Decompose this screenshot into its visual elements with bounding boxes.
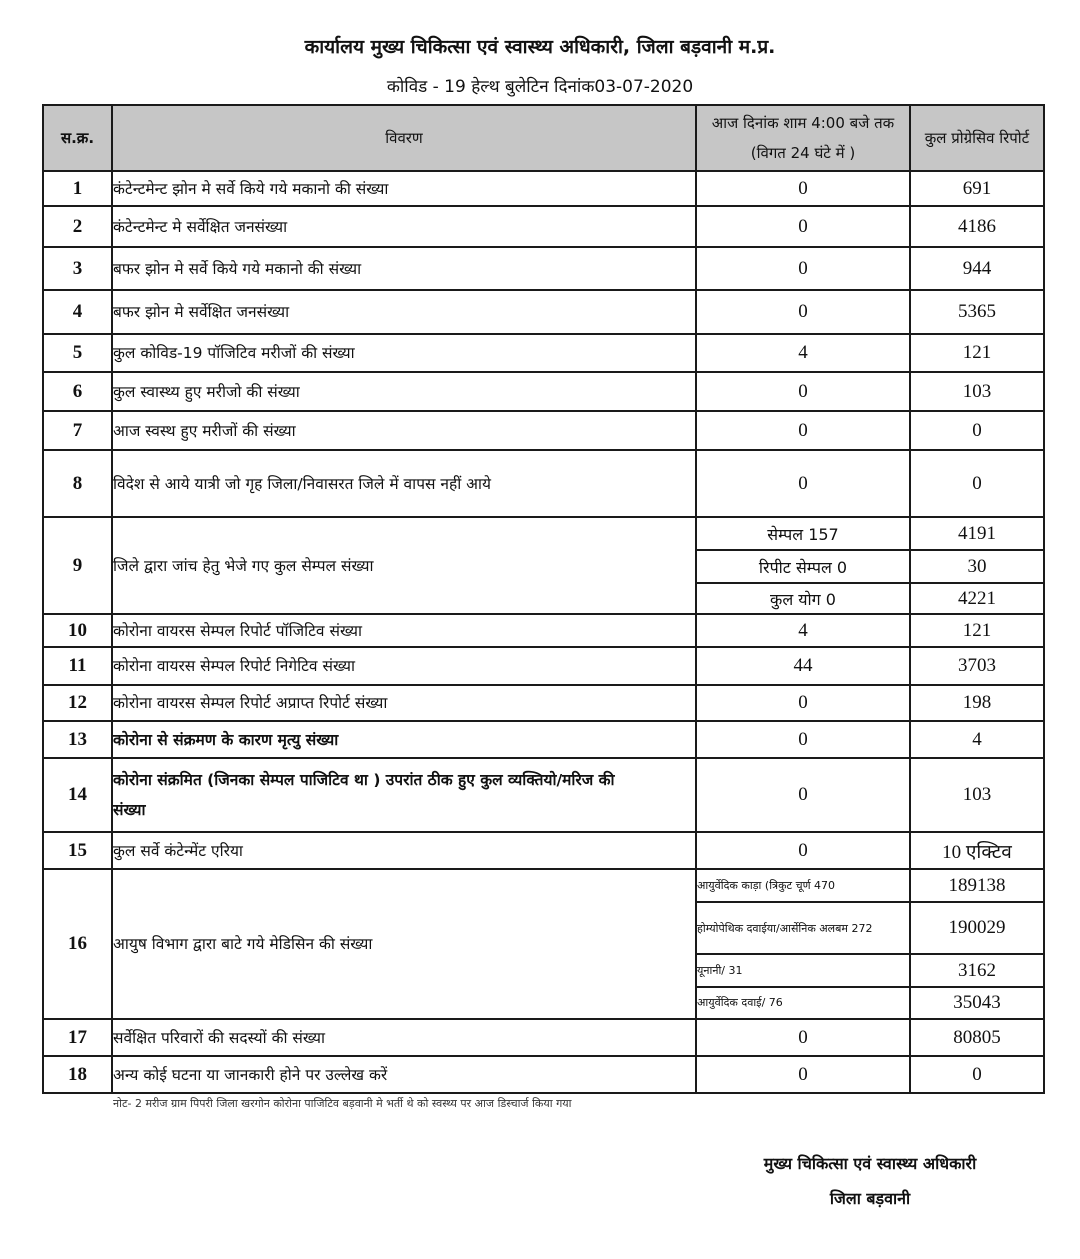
office-title: कार्यालय मुख्य चिकित्सा एवं स्वास्थ्य अधिकारी, जिला बड़वानी म.प्र. — [304, 36, 776, 58]
row-progressive-value: 944 — [910, 247, 1044, 290]
row-today-value: 0 — [696, 1056, 910, 1093]
table-row — [43, 869, 1044, 902]
row-description: जिले द्वारा जांच हेतु भेजे गए कुल सेम्पल संख्या — [112, 517, 696, 614]
sub-row-medicine-label: आयुर्वेदिक दवाई/ 76 — [696, 987, 910, 1019]
row-progressive-value: 5365 — [910, 290, 1044, 334]
row-sno: 15 — [43, 832, 112, 869]
row-today-value: 0 — [696, 685, 910, 721]
row-sno: 18 — [43, 1056, 112, 1093]
row-today-value: 0 — [696, 758, 910, 832]
row-description: बफर झोन मे सर्वे किये गये मकानो की संख्या — [112, 247, 696, 290]
row-description: कंटेन्टमेन्ट झोन मे सर्वे किये गये मकानो की संख्या — [112, 171, 696, 206]
table-row — [43, 290, 1044, 334]
row-description: कोरोना संक्रमित (जिनका सेम्पल पाजिटिव था ) उपरांत ठीक हुए कुल व्यक्तियो/मरिज की संख्या — [112, 758, 696, 832]
table-row — [43, 832, 1044, 869]
column-header-description: विवरण — [112, 105, 696, 171]
row-today-value: 0 — [696, 411, 910, 450]
row-progressive-value: 3703 — [910, 647, 1044, 685]
row-description: कोरोना से संक्रमण के कारण मृत्यु संख्या — [112, 721, 696, 758]
row-progressive-value: 0 — [910, 1056, 1044, 1093]
row-today-value: 0 — [696, 721, 910, 758]
row-today-value: 0 — [696, 247, 910, 290]
row-progressive-value: 103 — [910, 372, 1044, 411]
row-sno: 8 — [43, 450, 112, 517]
row-sno: 1 — [43, 171, 112, 206]
row-progressive-value: 4 — [910, 721, 1044, 758]
row-progressive-value: 80805 — [910, 1019, 1044, 1056]
row-description: कुल सर्वे कंटेन्मेंट एरिया — [112, 832, 696, 869]
row-today-value: 0 — [696, 372, 910, 411]
row-today-value: 0 — [696, 1019, 910, 1056]
row-progressive-value: 0 — [910, 450, 1044, 517]
signatory-designation: मुख्य चिकित्सा एवं स्वास्थ्य अधिकारी — [763, 1154, 977, 1173]
row-today-value: 4 — [696, 334, 910, 372]
sub-row-progressive-value: 4221 — [910, 583, 1044, 614]
sub-row-medicine-label: आयुर्वेदिक काड़ा (त्रिकुट चूर्ण 470 — [696, 869, 910, 902]
row-sno: 3 — [43, 247, 112, 290]
sub-row-today-value: रिपीट सेम्पल 0 — [696, 550, 910, 583]
row-progressive-value: 10 एक्टिव — [910, 832, 1044, 869]
row-description: कोरोना वायरस सेम्पल रिपोर्ट निगेटिव संख्या — [112, 647, 696, 685]
sub-row-progressive-value: 190029 — [910, 902, 1044, 954]
sub-row-medicine-label: यूनानी/ 31 — [696, 954, 910, 987]
row-sno: 7 — [43, 411, 112, 450]
row-description: अन्य कोई घटना या जानकारी होने पर उल्लेख करें — [112, 1056, 696, 1093]
column-header-today: आज दिनांक शाम 4:00 बजे तक (विगत 24 घंटे में ) — [696, 105, 910, 171]
row-sno: 17 — [43, 1019, 112, 1056]
signatory-district: जिला बड़वानी — [829, 1189, 911, 1208]
sub-row-progressive-value: 30 — [910, 550, 1044, 583]
row-progressive-value: 4186 — [910, 206, 1044, 247]
row-sno: 16 — [43, 869, 112, 1019]
row-sno: 2 — [43, 206, 112, 247]
footnote: नोट- 2 मरीज ग्राम पिपरी जिला खरगोन कोरोना पाजिटिव बड़वानी मे भर्ती थे को स्वस्थ्य पर आज डिस्चार्ज किया गया — [113, 1097, 572, 1110]
table-row — [43, 206, 1044, 247]
table-row — [43, 517, 1044, 550]
row-progressive-value: 0 — [910, 411, 1044, 450]
row-description: आज स्वस्थ हुए मरीजों की संख्या — [112, 411, 696, 450]
table-row — [43, 171, 1044, 206]
row-today-value: 0 — [696, 206, 910, 247]
sub-row-today-value: कुल योग 0 — [696, 583, 910, 614]
table-row — [43, 758, 1044, 832]
sub-row-medicine-label: होम्योपेथिक दवाईया/आर्सेनिक अलबम 272 — [696, 902, 910, 954]
row-today-value: 0 — [696, 450, 910, 517]
sub-row-progressive-value: 3162 — [910, 954, 1044, 987]
column-header-progressive: कुल प्रोग्रेसिव रिपोर्ट — [910, 105, 1044, 171]
table-header-row — [43, 105, 1044, 171]
row-progressive-value: 121 — [910, 334, 1044, 372]
sub-row-progressive-value: 4191 — [910, 517, 1044, 550]
health-bulletin-table — [42, 104, 1045, 1094]
row-sno: 10 — [43, 614, 112, 647]
row-sno: 11 — [43, 647, 112, 685]
row-description: कंटेन्टमेन्ट मे सर्वेक्षित जनसंख्या — [112, 206, 696, 247]
row-sno: 14 — [43, 758, 112, 832]
row-progressive-value: 103 — [910, 758, 1044, 832]
table-row — [43, 372, 1044, 411]
row-sno: 13 — [43, 721, 112, 758]
row-progressive-value: 691 — [910, 171, 1044, 206]
column-header-sno: स.क्र. — [43, 105, 112, 171]
table-row — [43, 247, 1044, 290]
row-description: आयुष विभाग द्वारा बाटे गये मेडिसिन की संख्या — [112, 869, 696, 1019]
row-sno: 5 — [43, 334, 112, 372]
row-sno: 9 — [43, 517, 112, 614]
row-description: कोरोना वायरस सेम्पल रिपोर्ट पॉजिटिव संख्या — [112, 614, 696, 647]
row-progressive-value: 198 — [910, 685, 1044, 721]
row-today-value: 4 — [696, 614, 910, 647]
table-row — [43, 411, 1044, 450]
row-description: कुल कोविड-19 पॉजिटिव मरीजों की संख्या — [112, 334, 696, 372]
row-progressive-value: 121 — [910, 614, 1044, 647]
table-row — [43, 450, 1044, 517]
row-today-value: 0 — [696, 290, 910, 334]
row-description: कोरोना वायरस सेम्पल रिपोर्ट अप्राप्त रिपोर्ट संख्या — [112, 685, 696, 721]
row-today-value: 0 — [696, 832, 910, 869]
table-row — [43, 685, 1044, 721]
table-row — [43, 1056, 1044, 1093]
row-description: कुल स्वास्थ्य हुए मरीजो की संख्या — [112, 372, 696, 411]
table-row — [43, 614, 1044, 647]
row-today-value: 0 — [696, 171, 910, 206]
table-row — [43, 1019, 1044, 1056]
sub-row-progressive-value: 35043 — [910, 987, 1044, 1019]
table-row — [43, 647, 1044, 685]
row-sno: 12 — [43, 685, 112, 721]
table-row — [43, 334, 1044, 372]
row-description: विदेश से आये यात्री जो गृह जिला/निवासरत जिले में वापस नहीं आये — [112, 450, 696, 517]
table-row — [43, 721, 1044, 758]
row-today-value: 44 — [696, 647, 910, 685]
row-sno: 4 — [43, 290, 112, 334]
row-sno: 6 — [43, 372, 112, 411]
sub-row-progressive-value: 189138 — [910, 869, 1044, 902]
sub-row-today-value: सेम्पल 157 — [696, 517, 910, 550]
bulletin-subtitle: कोविड - 19 हेल्थ बुलेटिन दिनांक03-07-2020 — [386, 77, 694, 97]
row-description: बफर झोन मे सर्वेक्षित जनसंख्या — [112, 290, 696, 334]
row-description: सर्वेक्षित परिवारों की सदस्यों की संख्या — [112, 1019, 696, 1056]
